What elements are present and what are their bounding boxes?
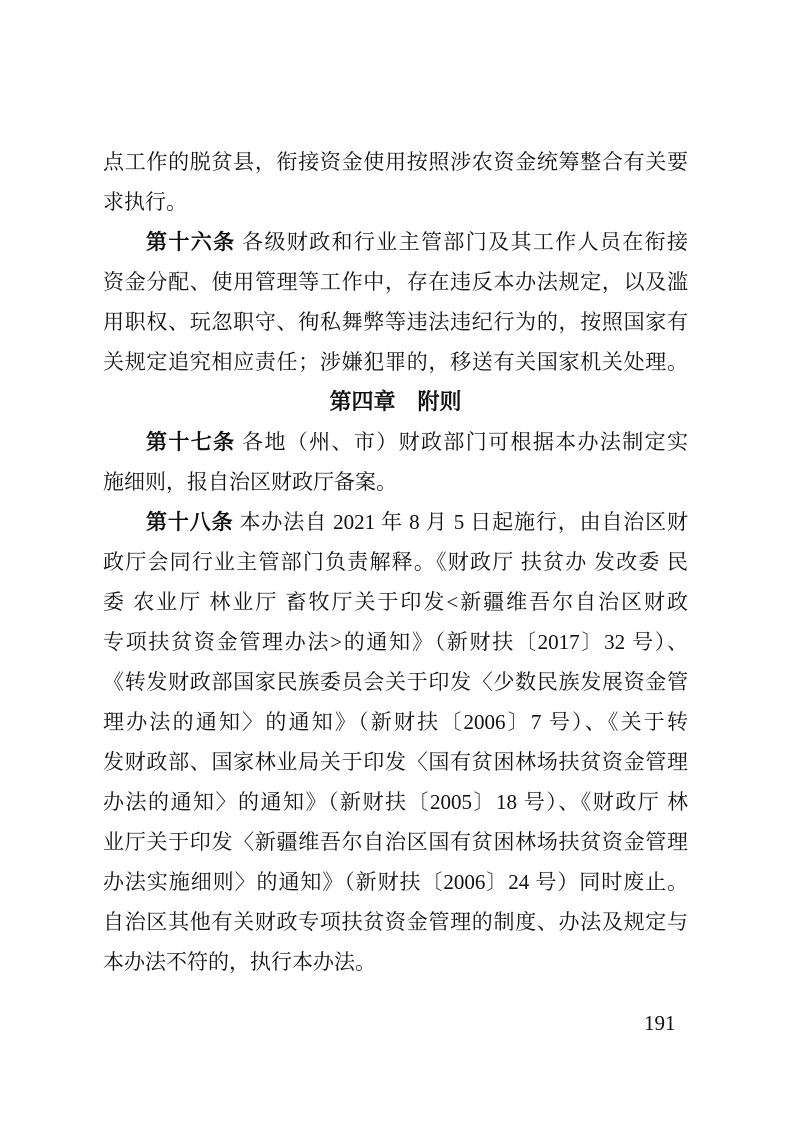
text-line (103, 702, 688, 742)
article-number: 第十七条 (146, 430, 236, 454)
text-line (103, 582, 688, 622)
text-line (103, 822, 688, 862)
text-segment: 关规定追究相应责任；涉嫌犯罪的，移送有关国家机关处理。 (103, 350, 688, 374)
text-segment: 委 农业厅 林业厅 畜牧厅关于印发<新疆维吾尔自治区财政 (103, 590, 688, 614)
text-line (103, 302, 688, 342)
text-line (103, 422, 688, 462)
text-segment: 本办法不符的，执行本办法。 (103, 950, 376, 974)
text-line (103, 462, 688, 502)
document-content (103, 142, 688, 982)
text-segment: 用职权、玩忽职守、徇私舞弊等违法违纪行为的，按照国家有 (103, 310, 688, 334)
text-line (103, 662, 688, 702)
text-line (103, 742, 688, 782)
text-line (103, 942, 688, 982)
text-line (103, 342, 688, 382)
text-segment: 理办法的通知〉的通知》（新财扶〔2006〕7 号）、《关于转 (103, 710, 688, 734)
text-line (103, 222, 688, 262)
text-line (103, 142, 688, 182)
text-segment: 求执行。 (103, 190, 187, 214)
text-segment: 资金分配、使用管理等工作中，存在违反本办法规定，以及滥 (103, 270, 688, 294)
text-segment: 发财政部、国家林业局关于印发〈国有贫困林场扶贫资金管理 (103, 750, 688, 774)
article-number: 第十八条 (146, 510, 234, 534)
text-line (103, 902, 688, 942)
text-segment: 各级财政和行业主管部门及其工作人员在衔接 (235, 230, 689, 254)
text-line (103, 502, 688, 542)
text-segment: 《转发财政部国家民族委员会关于印发〈少数民族发展资金管 (103, 670, 688, 694)
text-segment: 专项扶贫资金管理办法>的通知》（新财扶〔2017〕32 号）、 (103, 630, 688, 654)
text-line (103, 182, 688, 222)
text-segment: 自治区其他有关财政专项扶贫资金管理的制度、办法及规定与 (103, 910, 688, 934)
chapter-heading (103, 382, 688, 422)
page-number: 191 (644, 1011, 676, 1035)
text-line (103, 782, 688, 822)
text-segment: 办法实施细则〉的通知》（新财扶〔2006〕24 号）同时废止。 (103, 870, 688, 894)
text-line (103, 622, 688, 662)
text-segment: 点工作的脱贫县，衔接资金使用按照涉农资金统筹整合有关要 (103, 150, 688, 174)
text-segment: 办法的通知〉的通知》（新财扶〔2005〕18 号）、《财政厅 林 (103, 790, 688, 814)
text-line (103, 262, 688, 302)
text-segment: 施细则，报自治区财政厅备案。 (103, 470, 397, 494)
text-line (103, 862, 688, 902)
text-segment: 政厅会同行业主管部门负责解释。《财政厅 扶贫办 发改委 民 (103, 550, 688, 574)
text-line (103, 542, 688, 582)
text-segment: 业厅关于印发〈新疆维吾尔自治区国有贫困林场扶贫资金管理 (103, 830, 688, 854)
article-number: 第十六条 (146, 230, 236, 254)
text-segment: 第四章 附则 (329, 389, 462, 414)
text-segment: 本办法自 2021 年 8 月 5 日起施行，由自治区财 (233, 510, 689, 534)
text-segment: 各地（州、市）财政部门可根据本办法制定实 (235, 430, 689, 454)
